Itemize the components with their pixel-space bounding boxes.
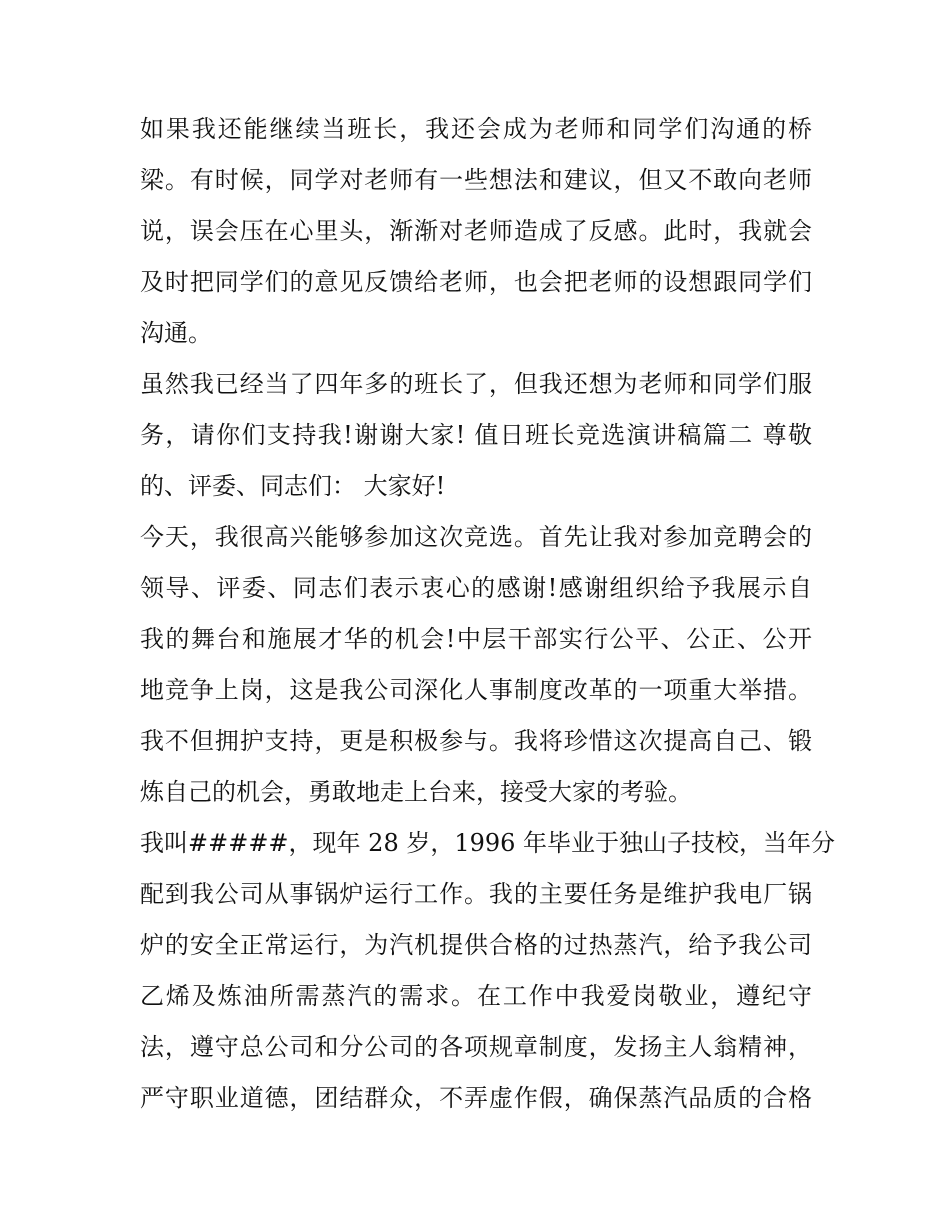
text-line: 我叫#####，现年 28 岁，1996 年毕业于独山子技校，当年分 (140, 829, 836, 857)
text-line: 配到我公司从事锅炉运行工作。我的主要任务是维护我电厂锅 (140, 880, 812, 908)
text-line: 炉的安全正常运行，为汽机提供合格的过热蒸汽，给予我公司 (140, 931, 812, 959)
text-line: 法，遵守总公司和分公司的各项规章制度，发扬主人翁精神， (140, 1033, 812, 1061)
text-line: 说，误会压在心里头，渐渐对老师造成了反感。此时，我就会 (140, 217, 812, 245)
text-line: 务，请你们支持我!谢谢大家! 值日班长竞选演讲稿篇二 尊敬 (140, 421, 812, 449)
document-body (140, 104, 836, 1124)
text-line: 炼自己的机会，勇敢地走上台来，接受大家的考验。 (140, 778, 692, 806)
text-line: 虽然我已经当了四年多的班长了，但我还想为老师和同学们服 (140, 370, 812, 398)
text-line: 领导、评委、同志们表示衷心的感谢!感谢组织给予我展示自 (140, 574, 812, 602)
text-line: 严守职业道德，团结群众，不弄虚作假，确保蒸汽品质的合格 (140, 1084, 812, 1112)
text-line: 我的舞台和施展才华的机会!中层干部实行公平、公正、公开 (140, 625, 812, 653)
text-line: 沟通。 (140, 319, 212, 347)
text-line: 的、评委、同志们： 大家好! (140, 472, 446, 500)
text-line: 如果我还能继续当班长，我还会成为老师和同学们沟通的桥 (140, 115, 812, 143)
text-line: 我不但拥护支持，更是积极参与。我将珍惜这次提高自己、锻 (140, 727, 812, 755)
text-line: 梁。有时候，同学对老师有一些想法和建议，但又不敢向老师 (140, 166, 812, 194)
text-line: 及时把同学们的意见反馈给老师，也会把老师的设想跟同学们 (140, 268, 812, 296)
text-line: 地竞争上岗，这是我公司深化人事制度改革的一项重大举措。 (140, 676, 812, 704)
text-line: 乙烯及炼油所需蒸汽的需求。在工作中我爱岗敬业，遵纪守 (140, 982, 812, 1010)
text-line: 今天，我很高兴能够参加这次竞选。首先让我对参加竞聘会的 (140, 523, 812, 551)
